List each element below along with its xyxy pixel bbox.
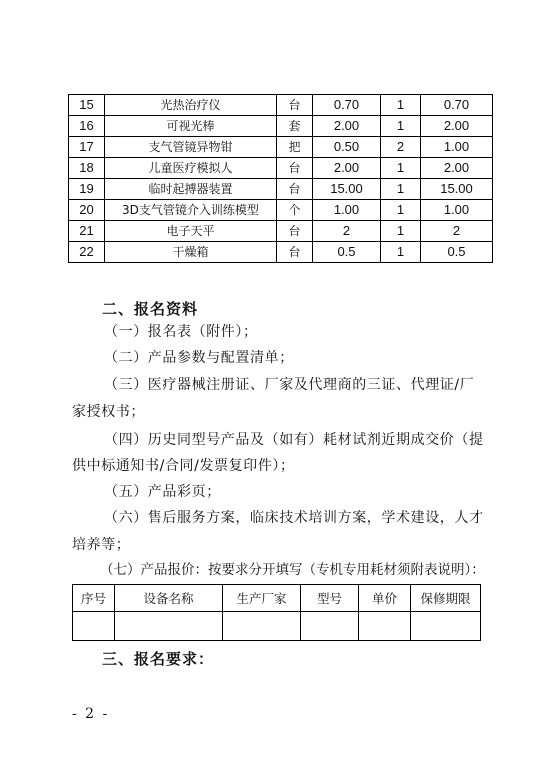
table-cell: 18 xyxy=(69,158,105,179)
section-3-heading: 三、报名要求： xyxy=(102,650,215,668)
list-item: （七）产品报价：按要求分开填写（专机专用耗材须附表说明）： xyxy=(100,562,485,578)
table-cell: 20 xyxy=(69,200,105,221)
table-cell: 可视光棒 xyxy=(105,116,277,137)
table-cell: 15.00 xyxy=(421,179,493,200)
list-item: （五）产品彩页； xyxy=(104,484,221,500)
table-cell: 2.00 xyxy=(421,158,493,179)
table-cell: 0.5 xyxy=(421,242,493,263)
table-cell: 1 xyxy=(381,221,421,242)
quote-empty-cell xyxy=(411,612,481,641)
table-cell: 支气管镜异物钳 xyxy=(105,137,277,158)
list-item-continuation: 供中标通知书/合同/发票复印件）； xyxy=(72,458,295,474)
quote-empty-cell xyxy=(73,612,115,641)
quote-empty-cell xyxy=(301,612,359,641)
table-cell: 儿童医疗模拟人 xyxy=(105,158,277,179)
table-row xyxy=(69,242,493,263)
table-cell: 0.50 xyxy=(313,137,381,158)
quote-header-cell: 设备名称 xyxy=(115,585,223,612)
table-row xyxy=(69,95,493,116)
table-cell: 台 xyxy=(277,95,313,116)
table-cell: 1 xyxy=(381,116,421,137)
table-cell: 1 xyxy=(381,200,421,221)
table-row xyxy=(69,221,493,242)
table-cell: 台 xyxy=(277,179,313,200)
table-row xyxy=(69,137,493,158)
table-cell: 0.70 xyxy=(421,95,493,116)
table-cell: 2 xyxy=(381,137,421,158)
table-row xyxy=(69,158,493,179)
list-item-continuation: 培养等； xyxy=(72,537,131,553)
quote-header-cell: 型号 xyxy=(301,585,359,612)
equipment-table xyxy=(68,94,493,263)
table-cell: 台 xyxy=(277,158,313,179)
table-cell: 台 xyxy=(277,221,313,242)
table-cell: 16 xyxy=(69,116,105,137)
table-cell: 0.70 xyxy=(313,95,381,116)
table-cell: 3D支气管镜介入训练模型 xyxy=(105,200,277,221)
table-cell: 1 xyxy=(381,242,421,263)
table-cell: 1 xyxy=(381,95,421,116)
table-cell: 个 xyxy=(277,200,313,221)
table-cell: 1 xyxy=(381,179,421,200)
table-row xyxy=(69,179,493,200)
table-cell: 1.00 xyxy=(421,137,493,158)
table-cell: 15 xyxy=(69,95,105,116)
quote-table xyxy=(72,584,481,641)
table-cell: 干燥箱 xyxy=(105,242,277,263)
list-item: （三）医疗器械注册证、厂家及代理商的三证、代理证/厂 xyxy=(104,377,475,393)
table-cell: 1.00 xyxy=(313,200,381,221)
table-cell: 0.5 xyxy=(313,242,381,263)
list-item: （一）报名表（附件）； xyxy=(104,324,258,340)
quote-header-cell: 生产厂家 xyxy=(223,585,301,612)
quote-header-cell: 保修期限 xyxy=(411,585,481,612)
quote-empty-cell xyxy=(359,612,411,641)
table-cell: 19 xyxy=(69,179,105,200)
quote-header-cell: 单价 xyxy=(359,585,411,612)
table-cell: 光热治疗仪 xyxy=(105,95,277,116)
table-cell: 临时起搏器装置 xyxy=(105,179,277,200)
table-cell: 2 xyxy=(421,221,493,242)
table-cell: 2.00 xyxy=(313,158,381,179)
page-number: - 2 - xyxy=(72,706,110,722)
table-row xyxy=(69,200,493,221)
table-cell: 套 xyxy=(277,116,313,137)
table-cell: 电子天平 xyxy=(105,221,277,242)
table-cell: 1 xyxy=(381,158,421,179)
table-cell: 2.00 xyxy=(313,116,381,137)
list-item-continuation: 家授权书； xyxy=(72,404,145,420)
table-cell: 21 xyxy=(69,221,105,242)
quote-header-cell: 序号 xyxy=(73,585,115,612)
table-row xyxy=(69,116,493,137)
table-cell: 1.00 xyxy=(421,200,493,221)
quote-empty-cell xyxy=(115,612,223,641)
table-cell: 把 xyxy=(277,137,313,158)
quote-empty-row xyxy=(73,612,481,641)
table-cell: 17 xyxy=(69,137,105,158)
table-cell: 2.00 xyxy=(421,116,493,137)
quote-empty-cell xyxy=(223,612,301,641)
table-cell: 22 xyxy=(69,242,105,263)
list-item: （二）产品参数与配置清单； xyxy=(104,350,294,366)
table-cell: 15.00 xyxy=(313,179,381,200)
list-item: （六）售后服务方案，临床技术培训方案，学术建设，人才 xyxy=(104,510,484,526)
quote-header-row xyxy=(73,585,481,612)
section-2-heading: 二、报名资料 xyxy=(102,300,199,318)
table-cell: 台 xyxy=(277,242,313,263)
table-cell: 2 xyxy=(313,221,381,242)
list-item: （四）历史同型号产品及（如有）耗材试剂近期成交价（提 xyxy=(104,432,484,448)
